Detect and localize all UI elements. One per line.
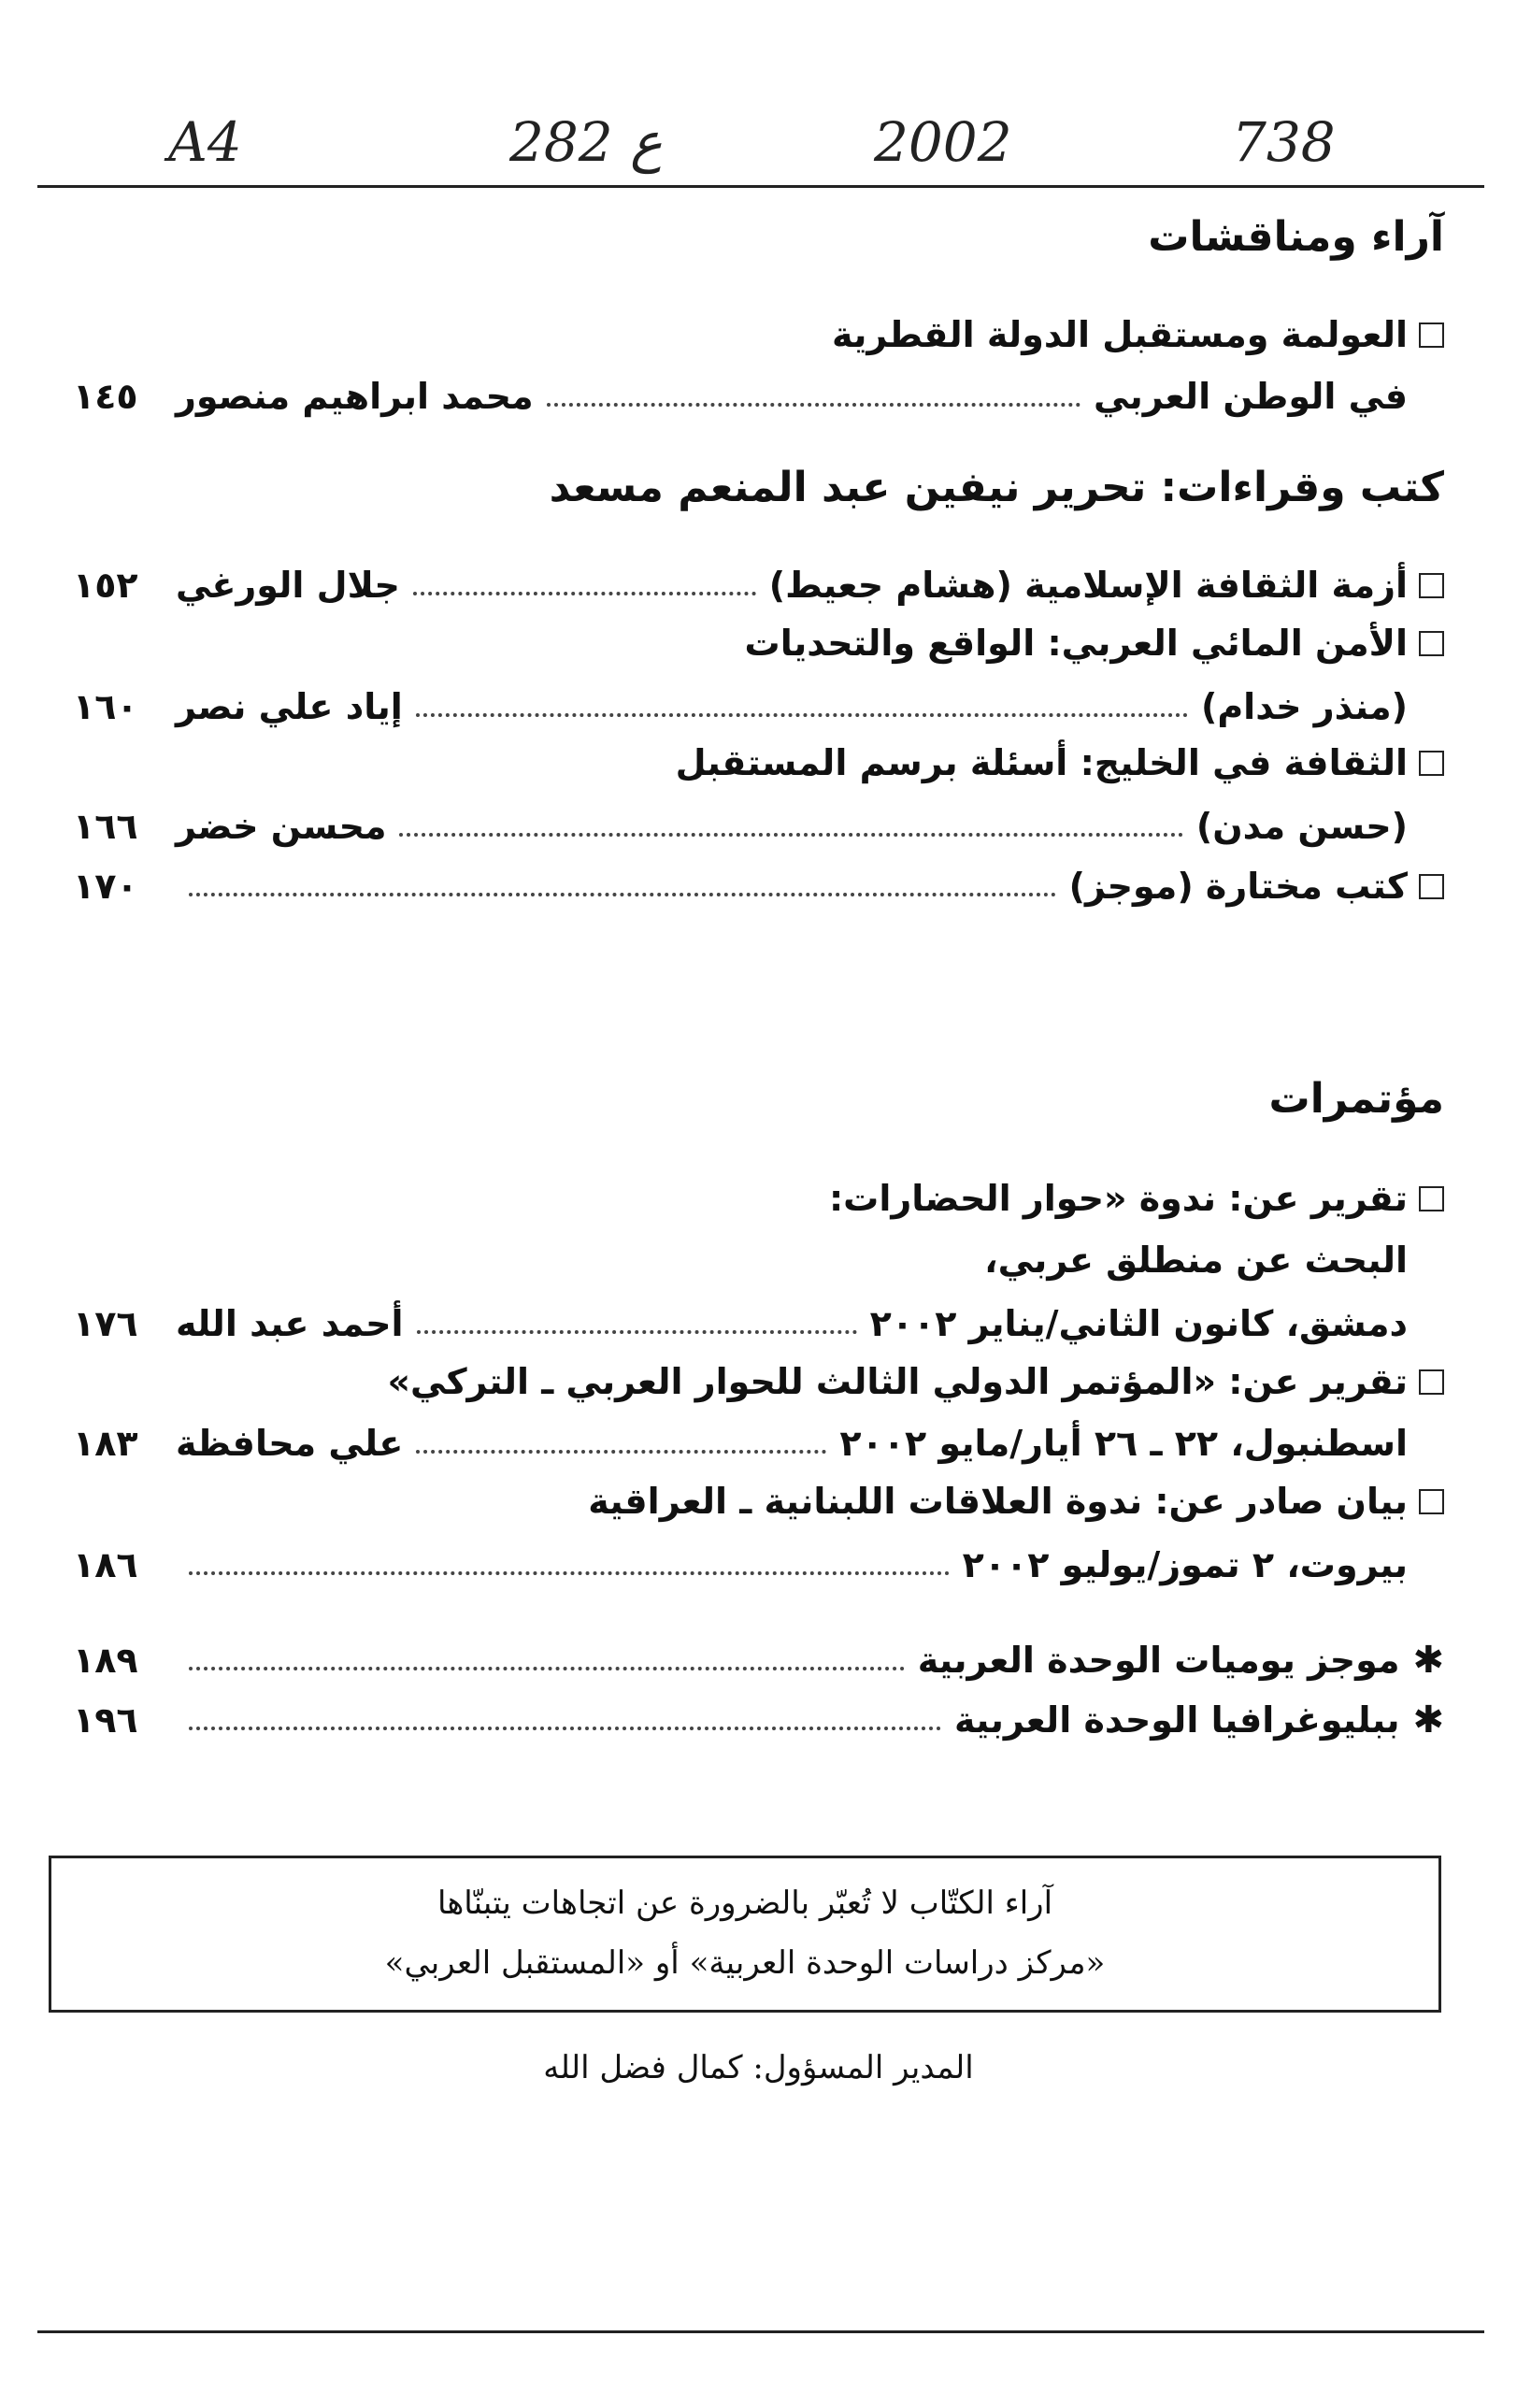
checkbox-icon (1419, 874, 1444, 899)
toc-entry[interactable] (73, 681, 1444, 733)
entry-page: ١٤٥ (73, 376, 138, 417)
leader-dots (416, 713, 1188, 717)
toc-entry[interactable] (73, 1539, 1444, 1591)
entry-author: أحمد عبد الله (176, 1303, 404, 1344)
checkbox-icon (1419, 1369, 1444, 1395)
entry-title: دمشق، كانون الثاني/يناير ٢٠٠٢ (869, 1303, 1408, 1344)
toc-entry[interactable] (73, 1417, 1444, 1469)
entry-title: الأمن المائي العربي: الواقع والتحديات (744, 623, 1408, 664)
entry-title: بيان صادر عن: ندوة العلاقات اللبنانية ـ العراقية (588, 1481, 1408, 1522)
entry-page: ١٨٩ (73, 1640, 138, 1681)
entry-page: ١٨٣ (73, 1423, 138, 1464)
entry-title: (حسن مدن) (1195, 806, 1408, 847)
checkbox-icon (1419, 631, 1444, 656)
leader-dots (547, 403, 1081, 407)
entry-page: ١٦٠ (73, 686, 138, 727)
entry-author: علي محافظة (176, 1423, 404, 1464)
entry-author: محسن خضر (176, 806, 387, 847)
leader-dots (189, 1727, 941, 1730)
entry-page: ١٥٢ (73, 565, 138, 606)
entry-title: موجز يوميات الوحدة العربية (917, 1640, 1400, 1681)
entry-author: إياد علي نصر (176, 686, 403, 727)
disclaimer-box (49, 1856, 1441, 2013)
toc-entry[interactable] (73, 1355, 1444, 1408)
toc-entry[interactable] (73, 1694, 1444, 1746)
top-rule (37, 185, 1484, 188)
checkbox-icon (1419, 1186, 1444, 1211)
toc-entry[interactable] (73, 308, 1444, 361)
disclaimer-line-2: «مركز دراسات الوحدة العربية» أو «المستقبل العربي» (384, 1944, 1106, 1982)
toc-entry[interactable] (73, 860, 1444, 912)
toc-entry[interactable] (73, 1475, 1444, 1527)
disclaimer-line-1: آراء الكتّاب لا تُعبّر بالضرورة عن اتجاهات يتبنّاها (436, 1885, 1053, 1922)
leader-dots (399, 833, 1182, 837)
entry-title: أزمة الثقافة الإسلامية (هشام جعيط) (768, 565, 1408, 606)
entry-title: الثقافة في الخليج: أسئلة برسم المستقبل (675, 742, 1408, 783)
leader-dots (189, 893, 1056, 896)
entry-page: ١٩٦ (73, 1699, 138, 1741)
leader-dots (417, 1330, 857, 1334)
section-heading-opinions: آراء ومناقشات (1148, 213, 1444, 261)
leader-dots (413, 592, 756, 595)
checkbox-icon (1419, 322, 1444, 348)
entry-title: (منذر خدام) (1200, 686, 1408, 727)
toc-entry[interactable] (73, 617, 1444, 669)
entry-title: كتب مختارة (موجز) (1068, 866, 1408, 907)
entry-title: العولمة ومستقبل الدولة القطرية (832, 314, 1408, 355)
toc-entry[interactable] (73, 1172, 1444, 1225)
entry-author: محمد ابراهيم منصور (176, 376, 534, 417)
asterisk-icon: ✱ (1412, 1698, 1444, 1742)
toc-entry[interactable] (73, 737, 1444, 789)
leader-dots (189, 1667, 905, 1670)
bottom-rule (37, 2330, 1484, 2333)
leader-dots (416, 1450, 826, 1454)
toc-entry[interactable] (73, 1234, 1444, 1286)
checkbox-icon (1419, 1489, 1444, 1514)
toc-entry[interactable] (73, 1634, 1444, 1686)
checkbox-icon (1419, 751, 1444, 776)
checkbox-icon (1419, 573, 1444, 598)
entry-title: تقرير عن: «المؤتمر الدولي الثالث للحوار العربي ـ التركي» (387, 1361, 1408, 1402)
entry-title: اسطنبول، ٢٢ ـ ٢٦ أيار/مايو ٢٠٠٢ (839, 1423, 1408, 1464)
entry-title: ببليوغرافيا الوحدة العربية (954, 1699, 1400, 1741)
entry-title: تقرير عن: ندوة «حوار الحضارات: (828, 1178, 1408, 1219)
entry-page: ١٦٦ (73, 806, 138, 847)
section-heading-books: كتب وقراءات: تحرير نيفين عبد المنعم مسعد (549, 464, 1444, 511)
toc-entry[interactable] (73, 370, 1444, 423)
toc-entry[interactable] (73, 800, 1444, 853)
toc-entry[interactable] (73, 559, 1444, 611)
entry-page: ١٧٠ (73, 866, 138, 907)
handwritten-year: 2002 (874, 110, 1012, 174)
toc-entry[interactable] (73, 1297, 1444, 1350)
editor-in-charge: المدير المسؤول: كمال فضل الله (543, 2049, 974, 2086)
handwritten-issue: 282 ع (509, 110, 663, 174)
entry-title: بيروت، ٢ تموز/يوليو ٢٠٠٢ (962, 1544, 1408, 1585)
entry-title: البحث عن منطلق عربي، (984, 1240, 1408, 1281)
leader-dots (189, 1571, 950, 1575)
handwritten-number: 738 (1232, 110, 1336, 174)
entry-author: جلال الورغي (176, 565, 400, 606)
entry-page: ١٨٦ (73, 1544, 138, 1585)
entry-title: في الوطن العربي (1094, 376, 1408, 417)
section-heading-conferences: مؤتمرات (1268, 1075, 1444, 1123)
handwritten-code: A4 (168, 110, 242, 174)
entry-page: ١٧٦ (73, 1303, 138, 1344)
asterisk-icon: ✱ (1412, 1639, 1444, 1682)
